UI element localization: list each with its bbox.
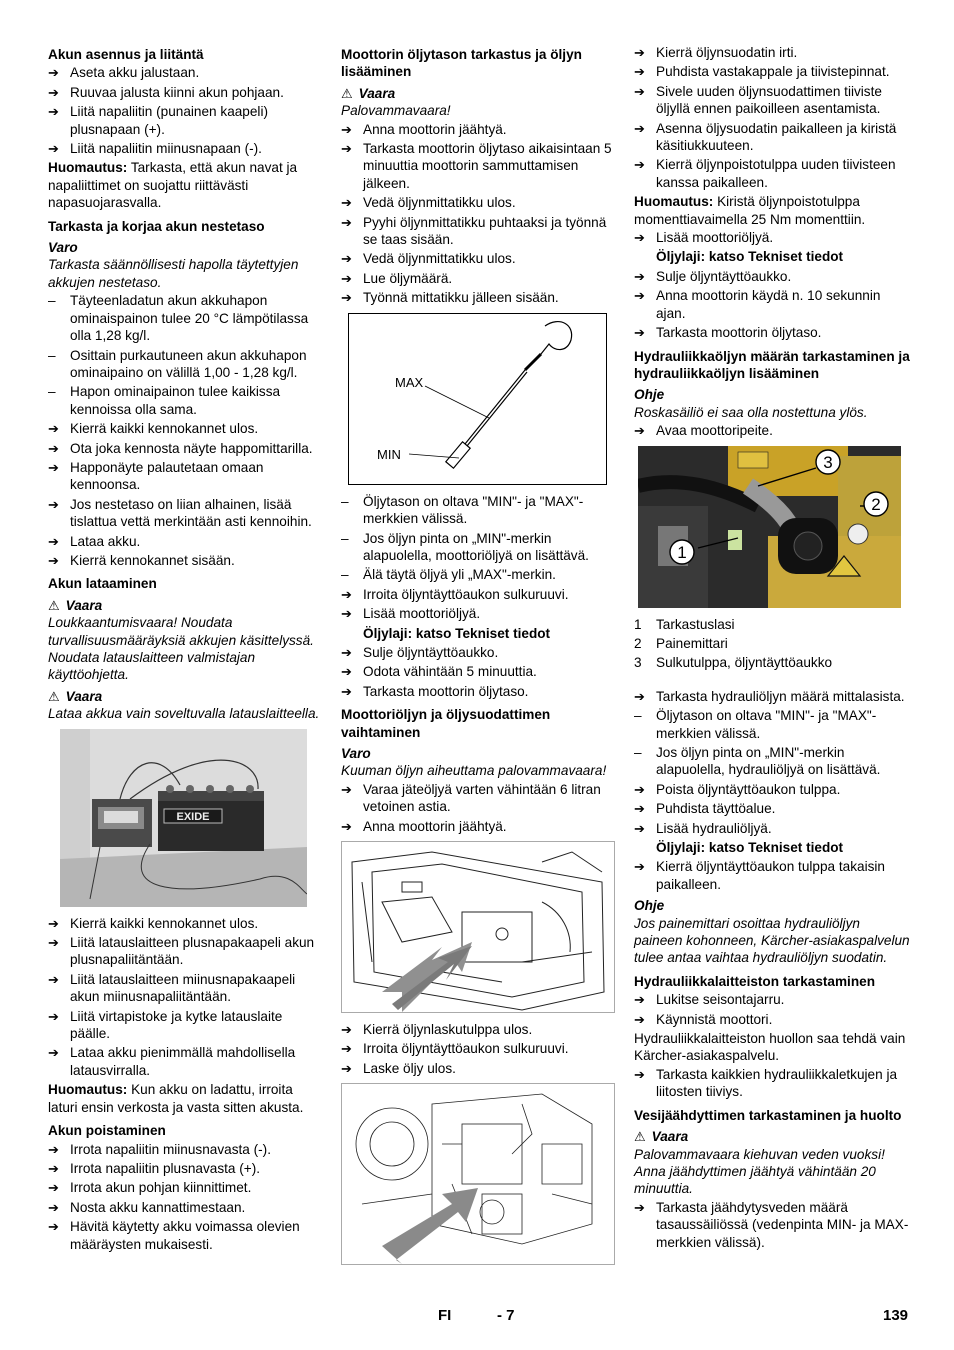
step-text: Tarkasta moottorin öljytaso. <box>656 325 822 341</box>
legend-number: 1 <box>634 616 642 632</box>
step-item <box>341 194 615 211</box>
step-item <box>48 496 320 531</box>
arrow-icon: ➔ <box>634 801 645 817</box>
dash-item <box>341 566 615 583</box>
step-text: Täyteenladatun akun akkuhapon ominaispainon tulee 20 °C lämpötilassa olla 1,28 kg/l. <box>70 293 309 344</box>
step-text: Anna moottorin jäähtyä. <box>363 121 507 137</box>
step-add-oil: ➔ Lisää moottoriöljyä. <box>634 230 774 246</box>
callout-2: 2 <box>871 494 881 514</box>
step-item <box>341 586 615 603</box>
step-text: Laske öljy ulos. <box>363 1060 456 1076</box>
step-item <box>634 44 910 61</box>
heading-removal: Akun poistaminen <box>48 1123 166 1139</box>
oil-type-note: Öljylaji: katso Tekniset tiedot <box>363 625 551 641</box>
heading-water-cooler: Vesijäähdyttimen tarkastaminen ja huolto <box>634 1107 902 1123</box>
step-item <box>341 250 615 267</box>
step-text: Kierrä kennokannet sisään. <box>70 552 235 568</box>
step-text: Vedä öljynmittatikku ulos. <box>363 251 516 267</box>
arrow-icon: ➔ <box>634 64 645 80</box>
arrow-icon: ➔ <box>634 268 645 284</box>
step-item <box>341 289 615 306</box>
engine-side-drawing <box>341 1083 615 1265</box>
step-text: Liitä virtapistoke ja kytke latauslaite päälle. <box>70 1008 283 1042</box>
step-item <box>48 971 320 1006</box>
note-text: Jos painemittari osoittaa hydrauliöljyn paineen kohonneen, Kärcher-asiakaspalvelun tulee antaa vaihtaa hydrauliöljyn suodatin. <box>634 915 910 966</box>
step-item <box>341 121 615 138</box>
caution-label: Varo <box>341 745 371 761</box>
step-text: Liitä latauslaitteen miinusnapakaapeli akun miinusnapaliitäntään. <box>70 971 296 1005</box>
step-item <box>341 605 615 622</box>
step-item <box>48 84 320 101</box>
dash-bullet: – <box>48 347 56 363</box>
warning-triangle-icon: ⚠ <box>48 688 60 704</box>
arrow-icon: ➔ <box>634 45 645 60</box>
oil-drain-steps <box>341 1021 615 1077</box>
arrow-icon: ➔ <box>48 1180 59 1196</box>
heading-hydraulic-system: Hydrauliikkalaitteiston tarkastaminen <box>634 973 875 989</box>
step-item <box>341 270 615 287</box>
step-text: Työnnä mittatikku jälleen sisään. <box>363 290 559 306</box>
arrow-icon: ➔ <box>48 84 59 100</box>
step-item <box>48 1044 320 1079</box>
step-text: Poista öljyntäyttöaukon tulppa. <box>656 781 841 797</box>
hydraulic-system-steps <box>634 991 910 1028</box>
oil-add-steps <box>341 586 615 623</box>
step-item <box>48 1160 320 1177</box>
legend-text: Tarkastuslasi <box>656 616 735 632</box>
step-text: Lataa akku pienimmällä mahdollisella latausvirralla. <box>70 1045 296 1078</box>
step-item <box>341 140 615 192</box>
step-text: Asenna öljysuodatin paikalleen ja kiristä käsitiukkuuteen. <box>656 120 897 154</box>
danger-text: Lataa akkua vain soveltuvalla latauslaitteella. <box>48 706 320 722</box>
arrow-icon: ➔ <box>341 214 352 230</box>
step-item <box>48 1179 320 1196</box>
arrow-icon: ➔ <box>341 586 352 602</box>
step-text: Puhdista täyttöalue. <box>656 801 776 817</box>
step-item <box>634 287 910 322</box>
arrow-icon: ➔ <box>634 781 645 797</box>
danger-label: ⚠ Vaara <box>341 85 396 101</box>
column-left <box>48 44 320 1255</box>
arrow-icon: ➔ <box>634 83 645 99</box>
heading-electrolyte: Tarkasta ja korjaa akun nestetaso <box>48 218 265 234</box>
step-close-cap: ➔ Kierrä öljyntäyttöaukon tulppa takaisin paikalleen. <box>634 859 885 892</box>
step-text: Lataa akku. <box>70 533 141 549</box>
arrow-icon: ➔ <box>634 120 645 136</box>
arrow-icon: ➔ <box>341 644 352 660</box>
arrow-icon: ➔ <box>634 288 645 304</box>
step-item <box>634 63 910 80</box>
arrow-icon: ➔ <box>634 325 645 341</box>
arrow-icon: ➔ <box>634 1066 645 1082</box>
danger-label: ⚠ Vaara <box>634 1129 689 1145</box>
step-text: Irrota akun pohjan kiinnittimet. <box>70 1180 252 1196</box>
step-text: Ota joka kennosta näyte happomittarilla. <box>70 440 313 456</box>
arrow-icon: ➔ <box>341 683 352 699</box>
dipstick-figure <box>348 313 607 485</box>
step-item <box>48 915 320 932</box>
footer-language: FI <box>438 1307 452 1324</box>
arrow-icon: ➔ <box>48 141 59 157</box>
step-item <box>48 934 320 969</box>
arrow-icon: ➔ <box>341 818 352 834</box>
arrow-icon: ➔ <box>341 290 352 306</box>
heading-oil-change: Moottoriöljyn ja öljysuodattimen vaihtaminen <box>341 707 551 740</box>
warning-triangle-icon: ⚠ <box>48 597 60 613</box>
arrow-icon: ➔ <box>48 1160 59 1176</box>
hydraulic-tank-photo <box>638 446 901 608</box>
dash-item <box>48 292 320 344</box>
arrow-icon: ➔ <box>634 859 645 875</box>
callout-3: 3 <box>823 452 833 472</box>
step-item <box>634 120 910 155</box>
step-text: Lue öljymäärä. <box>363 270 453 286</box>
footer-page-number: 139 <box>883 1307 909 1324</box>
step-text: Tarkasta moottorin öljytaso aikaisintaan 5 minuuttia moottorin sammuttamisen jälkeen. <box>363 141 612 191</box>
step-text: Aseta akku jalustaan. <box>70 65 200 81</box>
arrow-icon: ➔ <box>48 1045 59 1061</box>
step-item <box>48 1199 320 1216</box>
step-text: Varaa jäteöljyä varten vähintään 6 litran vetoinen astia. <box>363 781 601 815</box>
heading-battery-install: Akun asennus ja liitäntä <box>48 47 204 62</box>
electrolyte-steps <box>48 420 320 569</box>
dash-bullet: – <box>341 493 349 509</box>
arrow-icon: ➔ <box>634 157 645 173</box>
step-text: Irroita öljyntäyttöaukon sulkuruuvi. <box>363 586 569 602</box>
danger-text: Palovammavaara kiehuvan veden vuoksi! Anna jäähdyttimen jäähtyä vähintään 20 minuuttia. <box>634 1146 885 1197</box>
step-text: Lisää hydrauliöljyä. <box>656 820 772 836</box>
arrow-icon: ➔ <box>341 195 352 211</box>
step-item <box>48 140 320 157</box>
removal-steps <box>48 1141 320 1253</box>
heading-oil-check: Moottorin öljytason tarkastus ja öljyn lisääminen <box>341 47 582 80</box>
step-text: Kierrä öljynsuodatin irti. <box>656 45 798 60</box>
step-item <box>48 552 320 569</box>
step-item <box>48 459 320 494</box>
arrow-icon: ➔ <box>48 552 59 568</box>
step-item <box>634 268 910 285</box>
dash-item <box>48 347 320 382</box>
warning-triangle-icon: ⚠ <box>634 1129 646 1145</box>
caution-text: Tarkasta säännöllisesti hapolla täytettyjen akkujen nestetaso. <box>48 257 299 290</box>
engine-top-drawing <box>341 841 615 1013</box>
filter-steps <box>634 44 910 191</box>
step-text: Jos öljyn pinta on „MIN"-merkin alapuolella, hydrauliöljyä on lisättävä. <box>656 744 881 778</box>
warning-triangle-icon: ⚠ <box>341 85 353 101</box>
oil-check-steps <box>341 121 615 307</box>
step-text: Älä täytä öljyä yli „MAX"-merkin. <box>363 567 556 583</box>
note-label: Ohje <box>634 898 665 914</box>
callout-1: 1 <box>677 542 687 562</box>
step-item <box>341 663 615 680</box>
arrow-icon: ➔ <box>48 1008 59 1024</box>
heading-hydraulic-oil: Hydrauliikkaöljyn määrän tarkastaminen ja hydrauliikkaöljyn lisääminen <box>634 348 910 381</box>
arrow-icon: ➔ <box>634 992 645 1008</box>
step-text: Jos öljyn pinta on „MIN"-merkin alapuolella, moottoriöljyä on lisättävä. <box>363 530 589 563</box>
note-terminals: Huomautus: Tarkasta, että akun navat ja napaliittimet on suojattu riittävästi napasuojarasvalla. <box>48 160 298 211</box>
step-text: Liitä napaliitin (punainen kaapeli) plusnapaan (+). <box>70 104 268 137</box>
step-item <box>48 1008 320 1043</box>
legend-item <box>634 654 910 671</box>
step-text: Anna moottorin jäähtyä. <box>363 818 507 834</box>
electrolyte-dash-list <box>48 292 320 418</box>
battery-charger-photo <box>60 729 307 907</box>
step-text: Ruuvaa jalusta kiinni akun pohjaan. <box>70 84 284 100</box>
danger-label: ⚠ Vaara <box>48 597 103 613</box>
dash-bullet: – <box>48 293 56 309</box>
arrow-icon: ➔ <box>48 1141 59 1157</box>
arrow-icon: ➔ <box>341 606 352 622</box>
step-text: Kierrä kaikki kennokannet ulos. <box>70 915 259 931</box>
step-text: Käynnistä moottori. <box>656 1011 773 1027</box>
oil-change-steps <box>341 781 615 835</box>
dash-bullet: – <box>634 744 642 760</box>
step-check-hoses: ➔ Tarkasta kaikkien hydrauliikkaletkujen ja liitosten tiiviys. <box>634 1066 898 1100</box>
step-text: Kierrä kaikki kennokannet ulos. <box>70 421 259 437</box>
step-text: Öljytason on oltava "MIN"- ja "MAX"-merkkien välissä. <box>656 708 877 741</box>
step-item <box>634 324 910 341</box>
dash-bullet: – <box>341 530 349 546</box>
hydraulic-add-steps <box>634 781 910 837</box>
step-text: Hävitä käytetty akku voimassa olevien määräysten mukaisesti. <box>70 1219 300 1252</box>
dash-item <box>341 493 615 528</box>
step-text: Kierrä öljynpoistotulppa uuden tiivisteen kanssa paikalleen. <box>656 157 896 190</box>
danger-text: Loukkaantumisvaara! Noudata turvallisuusmääräyksiä akkujen käsittelyssä. Noudata latauslaitteen valmistajan käyttöohjetta. <box>48 615 314 683</box>
step-item <box>634 83 910 118</box>
arrow-icon: ➔ <box>634 688 645 704</box>
arrow-icon: ➔ <box>634 820 645 836</box>
step-text: Lukitse seisontajarru. <box>656 992 785 1008</box>
step-item <box>48 440 320 457</box>
step-text: Nosta akku kannattimestaan. <box>70 1199 246 1215</box>
arrow-icon: ➔ <box>48 65 59 81</box>
caution-text: Kuuman öljyn aiheuttama palovammavaara! <box>341 763 607 779</box>
charging-steps <box>48 915 320 1080</box>
dipstick-min-label: MIN <box>377 446 401 462</box>
oil-level-dash-list <box>341 493 615 584</box>
danger-label: ⚠ Vaara <box>48 688 103 704</box>
dash-bullet: – <box>634 708 642 724</box>
step-item <box>48 103 320 138</box>
step-item <box>341 683 615 700</box>
arrow-icon: ➔ <box>634 1199 645 1215</box>
step-item <box>341 781 615 816</box>
step-item <box>341 1021 615 1038</box>
arrow-icon: ➔ <box>48 915 59 931</box>
step-text: Öljytason on oltava "MIN"- ja "MAX"-merkkien välissä. <box>363 493 584 527</box>
arrow-icon: ➔ <box>48 1219 59 1235</box>
column-middle <box>341 44 615 1273</box>
step-item <box>48 1218 320 1253</box>
step-text: Anna moottorin käydä n. 10 sekunnin ajan. <box>656 288 881 321</box>
step-open-hood: ➔ Avaa moottoripeite. <box>634 423 773 439</box>
arrow-icon: ➔ <box>48 971 59 987</box>
step-item <box>341 644 615 661</box>
arrow-icon: ➔ <box>48 533 59 549</box>
legend-item <box>634 616 910 633</box>
arrow-icon: ➔ <box>634 1011 645 1027</box>
danger-text: Palovammavaara! <box>341 103 451 119</box>
arrow-icon: ➔ <box>48 104 59 120</box>
arrow-icon: ➔ <box>341 121 352 137</box>
arrow-icon: ➔ <box>48 440 59 456</box>
step-text: Irrota napaliitin miinusnavasta (-). <box>70 1141 271 1157</box>
arrow-icon: ➔ <box>341 781 352 797</box>
battery-brand-label: EXIDE <box>176 810 210 823</box>
arrow-icon: ➔ <box>48 496 59 512</box>
dash-item <box>634 744 910 779</box>
step-text: Puhdista vastakappale ja tiivistepinnat. <box>656 64 890 80</box>
dash-item <box>341 530 615 565</box>
arrow-icon: ➔ <box>48 459 59 475</box>
step-item <box>634 820 910 837</box>
final-steps <box>634 268 910 342</box>
caution-label: Varo <box>48 240 78 256</box>
note-text: Roskasäiliö ei saa olla nostettuna ylös. <box>634 404 868 420</box>
step-check-hydraulic: ➔ Tarkasta hydrauliöljyn määrä mittalasista. <box>634 688 905 704</box>
dipstick-max-label: MAX <box>395 374 424 390</box>
dash-item <box>48 383 320 418</box>
step-item <box>341 818 615 835</box>
hydraulic-dash-list <box>634 707 910 779</box>
note-torque: Huomautus: Kiristä öljynpoistotulppa momenttiavaimella 25 Nm momenttiin. <box>634 194 866 227</box>
dash-bullet: – <box>48 384 56 400</box>
step-text: Sivele uuden öljynsuodattimen tiiviste öljyllä ennen paikoilleen asentamista. <box>656 83 882 117</box>
dash-item <box>634 707 910 742</box>
step-text: Pyyhi öljynmittatikku puhtaaksi ja työnnä se taas sisään. <box>363 214 607 248</box>
step-text: Lisää moottoriöljyä. <box>363 606 481 622</box>
legend-number: 2 <box>634 635 642 651</box>
step-item <box>48 1141 320 1158</box>
arrow-icon: ➔ <box>341 270 352 286</box>
legend-number: 3 <box>634 655 642 671</box>
note-charger: Huomautus: Kun akku on ladattu, irroita laturi ensin verkosta ja vasta sitten akusta. <box>48 1082 304 1115</box>
step-text: Tarkasta moottorin öljytaso. <box>363 683 529 699</box>
arrow-icon: ➔ <box>341 1041 352 1057</box>
step-text: Hapon ominaipainon tulee kaikissa kennoissa olla sama. <box>70 384 281 417</box>
arrow-icon: ➔ <box>48 421 59 437</box>
column-right <box>634 44 910 1253</box>
step-item <box>634 156 910 191</box>
step-text: Happonäyte palautetaan omaan kennoonsa. <box>70 459 264 493</box>
step-item <box>634 1011 910 1028</box>
step-item <box>634 800 910 817</box>
step-text: Osittain purkautuneen akun akkuhapon ominaipaino on välillä 1,00 - 1,28 kg/l. <box>70 347 307 380</box>
step-text: Jos nestetaso on liian alhainen, lisää tislattua vettä merkintään asti kennoihin. <box>70 496 312 530</box>
note-label: Ohje <box>634 387 665 403</box>
step-item <box>341 214 615 249</box>
step-item <box>341 1040 615 1057</box>
step-text: Odota vähintään 5 minuuttia. <box>363 664 537 680</box>
step-text: Irroita öljyntäyttöaukon sulkuruuvi. <box>363 1041 569 1057</box>
arrow-icon: ➔ <box>341 251 352 267</box>
legend-text: Painemittari <box>656 635 728 651</box>
step-item <box>634 991 910 1008</box>
arrow-icon: ➔ <box>634 230 645 246</box>
step-text: Sulje öljyntäyttöaukko. <box>363 644 499 660</box>
step-text: Kierrä öljynlaskutulppa ulos. <box>363 1022 533 1037</box>
hydraulic-service-text: Hydrauliikkalaitteiston huollon saa tehdä vain Kärcher-asiakaspalvelu. <box>634 1031 906 1064</box>
arrow-icon: ➔ <box>341 664 352 680</box>
step-check-coolant: ➔ Tarkasta jäähdytysveden määrä tasaussäiliössä (vedenpinta MIN- ja MAX-merkkien välissä). <box>634 1199 909 1250</box>
step-item <box>341 1060 615 1077</box>
step-text: Liitä napaliitin miinusnapaan (-). <box>70 141 262 157</box>
figure-legend <box>634 616 910 672</box>
oil-type-note: Öljylaji: katso Tekniset tiedot <box>656 249 844 265</box>
step-text: Sulje öljyntäyttöaukko. <box>656 268 792 284</box>
step-text: Vedä öljynmittatikku ulos. <box>363 195 516 211</box>
step-text: Irrota napaliitin plusnavasta (+). <box>70 1160 261 1176</box>
step-item <box>634 781 910 798</box>
dash-bullet: – <box>341 567 349 583</box>
heading-charging: Akun lataaminen <box>48 576 157 592</box>
step-item <box>48 533 320 550</box>
step-text: Liitä latauslaitteen plusnapakaapeli akun plusnapaliitäntään. <box>70 935 315 968</box>
oil-finish-steps <box>341 644 615 700</box>
step-item <box>48 64 320 81</box>
arrow-icon: ➔ <box>48 1199 59 1215</box>
install-steps <box>48 64 320 157</box>
arrow-icon: ➔ <box>341 1060 352 1076</box>
legend-text: Sulkutulppa, öljyntäyttöaukko <box>656 655 833 671</box>
arrow-icon: ➔ <box>634 423 645 439</box>
arrow-icon: ➔ <box>341 141 352 157</box>
arrow-icon: ➔ <box>341 1022 352 1037</box>
legend-item <box>634 635 910 652</box>
hydraulic-oil-type: Öljylaji: katso Tekniset tiedot <box>656 840 844 855</box>
arrow-icon: ➔ <box>48 935 59 951</box>
footer-section-page: - 7 <box>497 1307 515 1324</box>
step-item <box>48 420 320 437</box>
